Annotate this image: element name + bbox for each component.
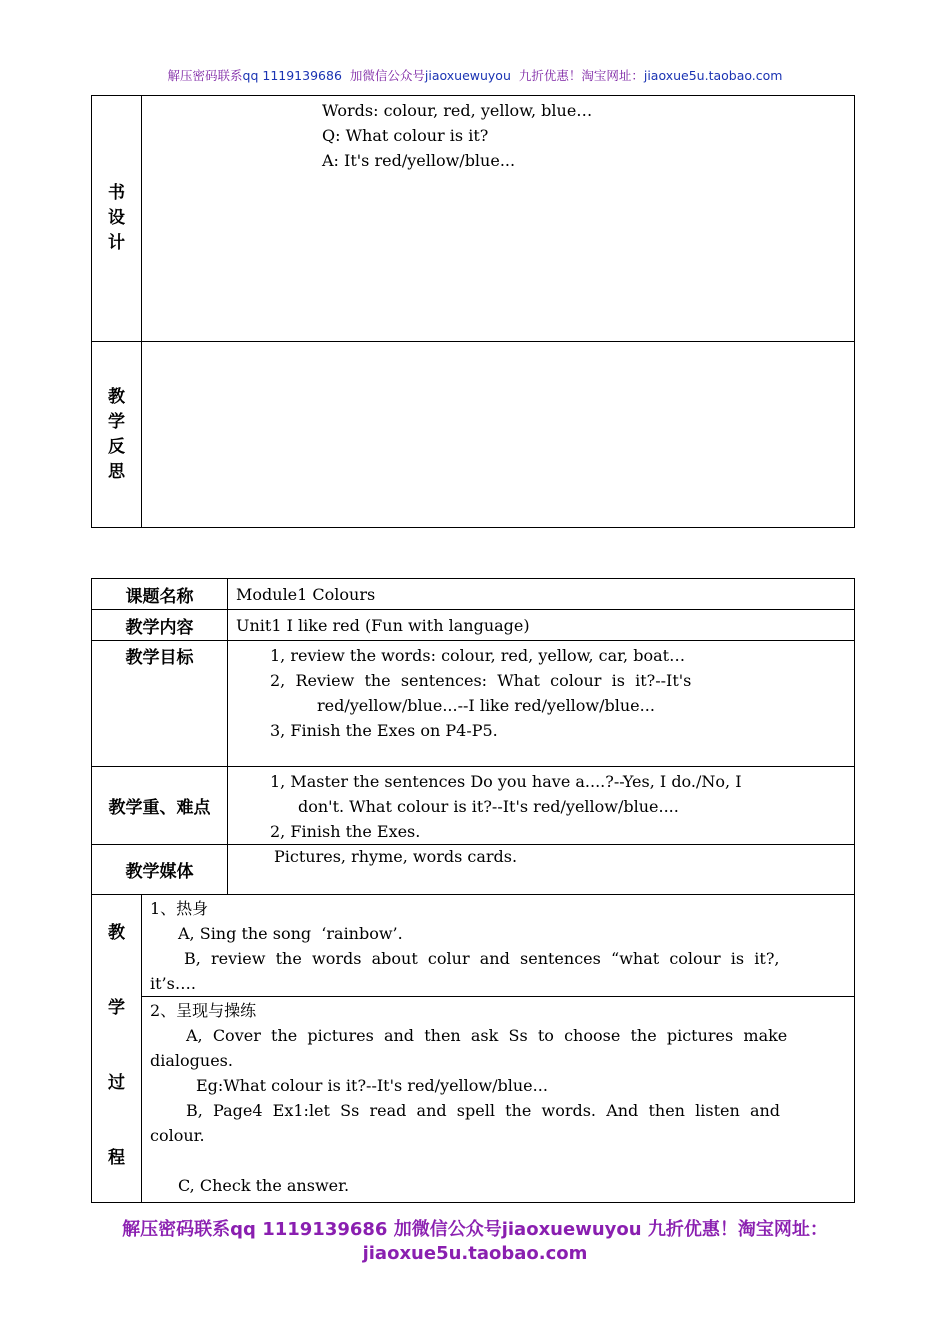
reflection-label: 教 学 反 思 <box>92 342 142 528</box>
keypoints-label: 教学重、难点 <box>92 767 228 845</box>
goals-content <box>228 641 855 767</box>
present-content <box>142 997 855 1203</box>
goal-item: 3, Finish the Exes on P4-P5. <box>270 721 498 740</box>
topic-value: Module1 Colours <box>228 579 855 610</box>
footer-text-2: 加微信公众号 <box>387 1219 502 1240</box>
content-label: 教学内容 <box>92 610 228 641</box>
footer-text-3: 九折优惠！淘宝网址： <box>641 1219 828 1240</box>
present-heading: 2、呈现与操练 <box>150 1001 257 1020</box>
footer-taobao: jiaoxue5u.taobao.com <box>362 1243 588 1264</box>
board-design-label: 书 设 计 <box>92 96 142 342</box>
media-label: 教学媒体 <box>92 845 228 895</box>
reflection-content <box>142 342 855 528</box>
present-item: dialogues. <box>150 1051 233 1070</box>
process-label-char: 学 <box>108 998 125 1018</box>
process-label-char: 教 <box>108 923 125 943</box>
header-text-3: 九折优惠！淘宝网址： <box>518 68 644 83</box>
footer-qq: qq 1119139686 <box>230 1219 388 1240</box>
present-item: B, Page4 Ex1:let Ss read and spell the words. And then listen and <box>186 1101 781 1120</box>
present-item: C, Check the answer. <box>178 1176 350 1195</box>
goal-item: 2, Review the sentences: What colour is it?--It's <box>270 671 692 690</box>
warmup-item: A, Sing the song ‘rainbow’. <box>178 924 403 943</box>
watermark-footer <box>0 1218 950 1266</box>
content-value: Unit1 I like red (Fun with language) <box>228 610 855 641</box>
board-design-content <box>142 96 855 342</box>
process-label <box>92 895 142 1203</box>
board-line: A: It's red/yellow/blue... <box>322 151 516 170</box>
footer-text-1: 解压密码联系 <box>122 1219 231 1240</box>
warmup-heading: 1、热身 <box>150 899 209 918</box>
header-text-1: 解压密码联系 <box>167 68 243 83</box>
board-line: Words: colour, red, yellow, blue… <box>322 101 593 120</box>
goals-label: 教学目标 <box>92 641 228 767</box>
footer-wechat: jiaoxuewuyou <box>501 1219 642 1240</box>
present-item: A, Cover the pictures and then ask Ss to choose the pictures make <box>186 1026 788 1045</box>
warmup-content <box>142 895 855 997</box>
keypoints-content <box>228 767 855 845</box>
board-design-table <box>91 95 855 528</box>
lesson-plan-table <box>91 578 855 1203</box>
goal-item: red/yellow/blue...--I like red/yellow/blue... <box>317 696 655 715</box>
header-qq: qq 1119139686 <box>242 68 342 83</box>
keypoint-item: 1, Master the sentences Do you have a....?--Yes, I do./No, I <box>270 772 742 791</box>
present-item: colour. <box>150 1126 205 1145</box>
warmup-item: B, review the words about colur and sentences “what colour is it?, <box>184 949 780 968</box>
media-value: Pictures, rhyme, words cards. <box>228 845 855 895</box>
warmup-item: it’s…. <box>150 974 196 993</box>
watermark-header <box>0 66 950 84</box>
header-wechat: jiaoxuewuyou <box>424 68 511 83</box>
keypoint-item: don't. What colour is it?--It's red/yellow/blue.... <box>298 797 679 816</box>
goal-item: 1, review the words: colour, red, yellow, car, boat… <box>270 646 686 665</box>
header-taobao: jiaoxue5u.taobao.com <box>643 68 783 83</box>
present-blank <box>150 1148 844 1173</box>
process-label-char: 程 <box>108 1148 125 1168</box>
topic-label: 课题名称 <box>92 579 228 610</box>
process-label-char: 过 <box>108 1073 125 1093</box>
header-text-2: 加微信公众号 <box>349 68 425 83</box>
board-line: Q: What colour is it? <box>322 126 489 145</box>
present-item: Eg:What colour is it?--It's red/yellow/blue... <box>196 1076 548 1095</box>
keypoint-item: 2, Finish the Exes. <box>270 822 421 841</box>
